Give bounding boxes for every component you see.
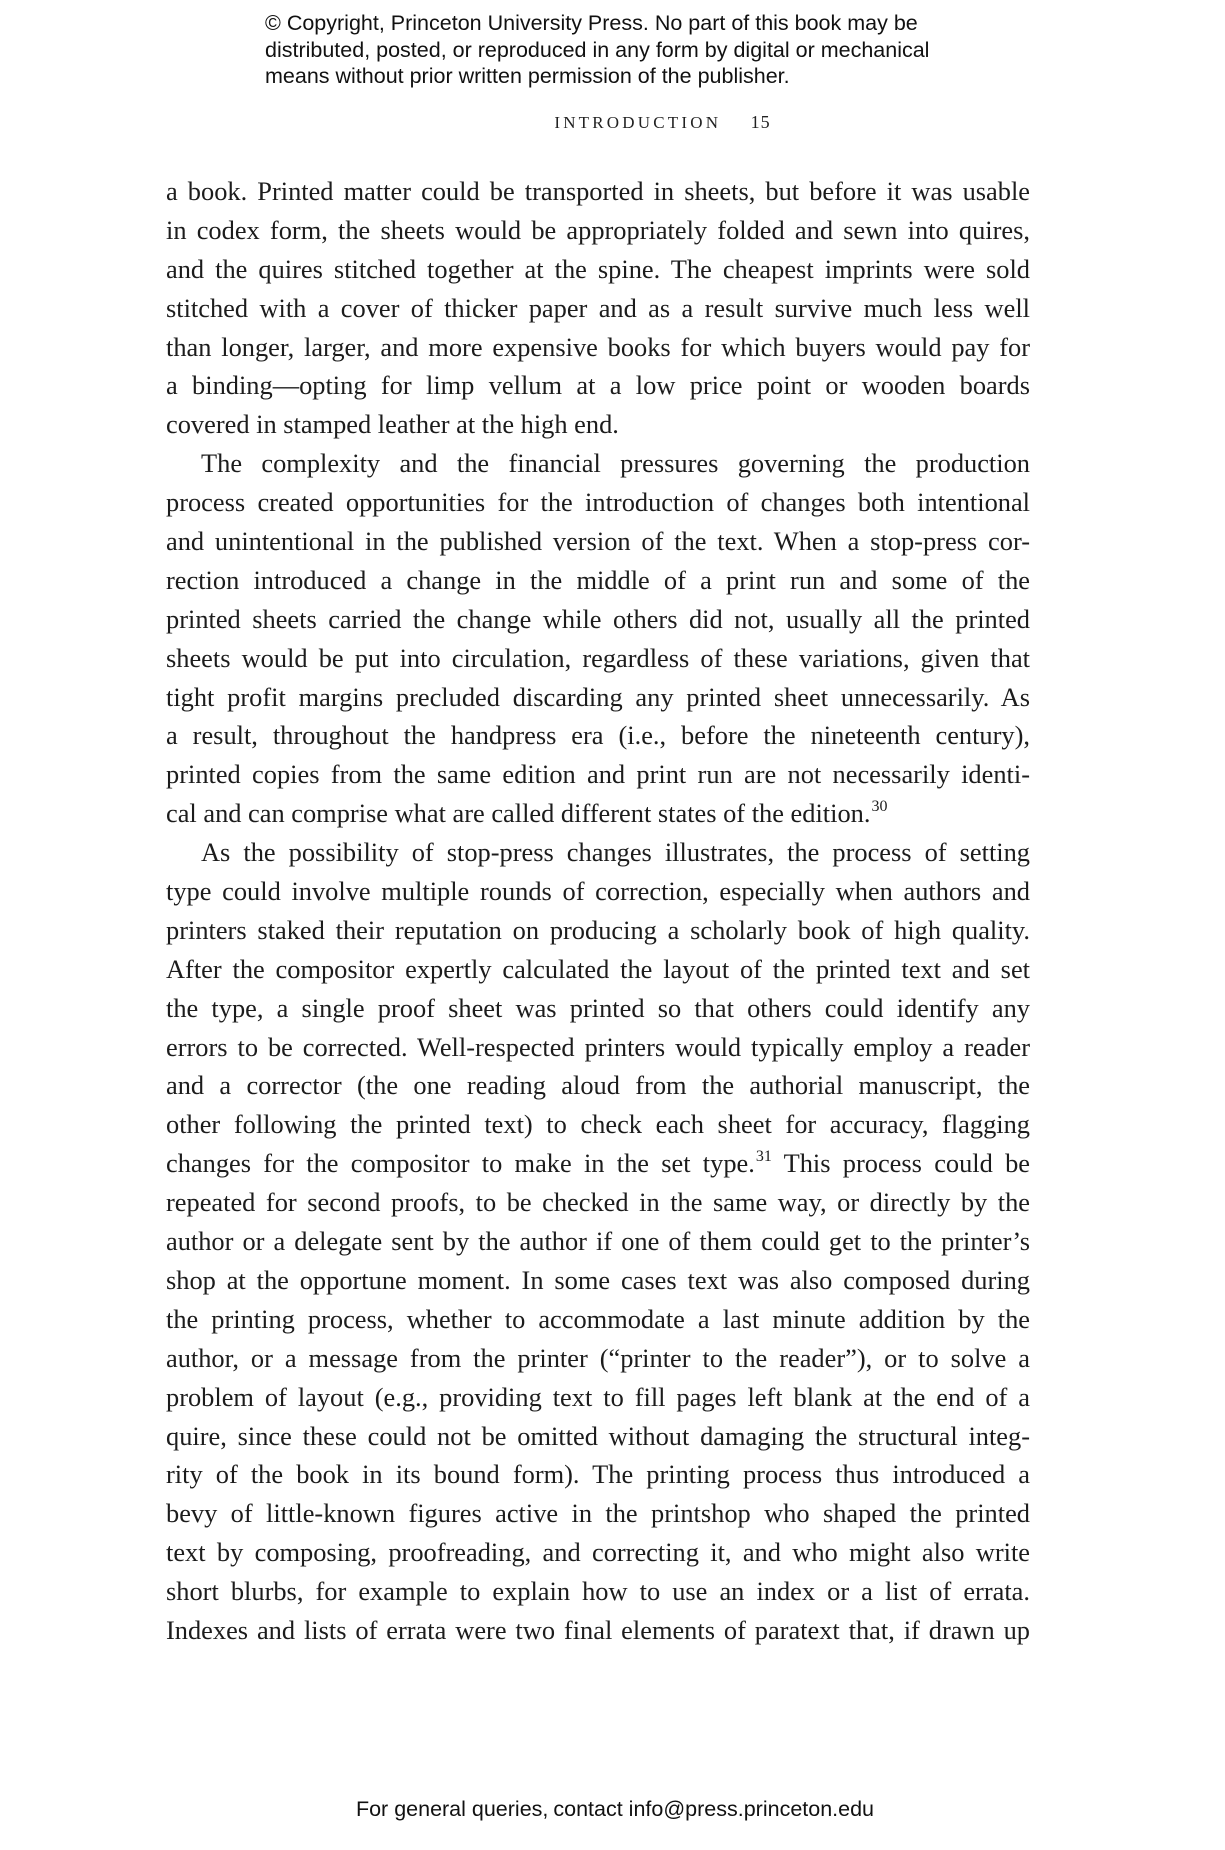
text-line: than longer, larger, and more expensive books for which buyers would pay for bbox=[166, 331, 1030, 362]
text-line: printed copies from the same edition and print run are not necessarily identi- bbox=[166, 759, 1030, 790]
text-line: Indexes and lists of errata were two final elements of paratext that, if drawn up bbox=[166, 1614, 1030, 1645]
text-line: in codex form, the sheets would be appropriately folded and sewn into quires, bbox=[166, 214, 1030, 245]
text-line-content: cal and can comprise what are called different states of the edition. bbox=[166, 798, 871, 829]
text-line: stitched with a cover of thicker paper and as a result survive much less well bbox=[166, 292, 1030, 323]
page-number: 15 bbox=[750, 112, 771, 132]
text-line: printed sheets carried the change while others did not, usually all the printed bbox=[166, 603, 1030, 634]
text-line: process created opportunities for the introduction of changes both intentional bbox=[166, 487, 1030, 518]
text-line: a result, throughout the handpress era (i.e., before the nineteenth century), bbox=[166, 720, 1030, 751]
text-line: bevy of little-known figures active in the printshop who shaped the printed bbox=[166, 1498, 1030, 1529]
text-line: short blurbs, for example to explain how to use an index or a list of errata. bbox=[166, 1576, 1030, 1607]
text-line: author or a delegate sent by the author if one of them could get to the printer’s bbox=[166, 1226, 1030, 1257]
text-line: shop at the opportune moment. In some cases text was also composed during bbox=[166, 1264, 1030, 1295]
text-line: the printing process, whether to accommodate a last minute addition by the bbox=[166, 1303, 1030, 1334]
text-line bbox=[166, 794, 1030, 833]
text-line: and a corrector (the one reading aloud from the authorial manuscript, the bbox=[166, 1070, 1030, 1101]
text-line: The complexity and the financial pressures governing the production bbox=[201, 448, 1030, 479]
footnote-marker: 30 bbox=[871, 798, 888, 816]
copyright-notice bbox=[265, 10, 985, 90]
text-line: covered in stamped leather at the high end. bbox=[166, 409, 619, 440]
text-line: errors to be corrected. Well-respected printers would typically employ a reader bbox=[166, 1031, 1030, 1062]
text-line: quire, since these could not be omitted without damaging the structural integ- bbox=[166, 1420, 1030, 1451]
text-line: author, or a message from the printer (“printer to the reader”), or to solve a bbox=[166, 1342, 1030, 1373]
text-line: rity of the book in its bound form). The printing process thus introduced a bbox=[166, 1459, 1030, 1490]
copyright-line: © Copyright, Princeton University Press. No part of this book may be bbox=[265, 11, 918, 35]
text-line: other following the printed text) to check each sheet for accuracy, flagging bbox=[166, 1109, 1030, 1140]
text-line: After the compositor expertly calculated the layout of the printed text and set bbox=[166, 953, 1030, 984]
copyright-line: distributed, posted, or reproduced in any form by digital or mechanical bbox=[265, 37, 930, 62]
text-line bbox=[166, 1144, 1030, 1183]
text-line: a book. Printed matter could be transported in sheets, but before it was usable bbox=[166, 176, 1030, 206]
text-line-content: changes for the compositor to make in the set type. bbox=[166, 1148, 755, 1179]
text-line: repeated for second proofs, to be checked in the same way, or directly by the bbox=[166, 1187, 1030, 1218]
footer-contact bbox=[0, 1797, 1225, 1822]
text-line: type could involve multiple rounds of correction, especially when authors and bbox=[166, 876, 1030, 907]
running-head bbox=[0, 112, 1225, 133]
footer-label: For general queries, bbox=[355, 1797, 549, 1821]
text-line: and the quires stitched together at the spine. The cheapest imprints were sold bbox=[166, 253, 1030, 284]
body-text bbox=[166, 172, 1030, 1650]
text-line-content: This process could be bbox=[771, 1148, 1030, 1179]
text-line: the type, a single proof sheet was printed so that others could identify any bbox=[166, 992, 1030, 1023]
text-line: As the possibility of stop-press changes illustrates, the process of setting bbox=[201, 837, 1030, 868]
text-line: problem of layout (e.g., providing text to fill pages left blank at the end of a bbox=[166, 1381, 1030, 1412]
copyright-line: means without prior written permission of the publisher. bbox=[265, 64, 790, 88]
chapter-title: INTRODUCTION bbox=[554, 113, 722, 132]
text-line: and unintentional in the published version of the text. When a stop-press cor- bbox=[166, 526, 1030, 557]
text-line: sheets would be put into circulation, regardless of these variations, given that bbox=[166, 642, 1030, 673]
text-line: a binding—opting for limp vellum at a low price point or wooden boards bbox=[166, 370, 1030, 401]
text-line: printers staked their reputation on producing a scholarly book of high quality. bbox=[166, 914, 1030, 945]
text-line: rection introduced a change in the middle of a print run and some of the bbox=[166, 564, 1030, 595]
text-line: tight profit margins precluded discarding any printed sheet unnecessarily. As bbox=[166, 681, 1030, 712]
footer-email-link[interactable]: contact info@press.princeton.edu bbox=[553, 1797, 875, 1821]
footnote-marker: 31 bbox=[755, 1148, 772, 1166]
text-line: text by composing, proofreading, and correcting it, and who might also write bbox=[166, 1537, 1030, 1568]
